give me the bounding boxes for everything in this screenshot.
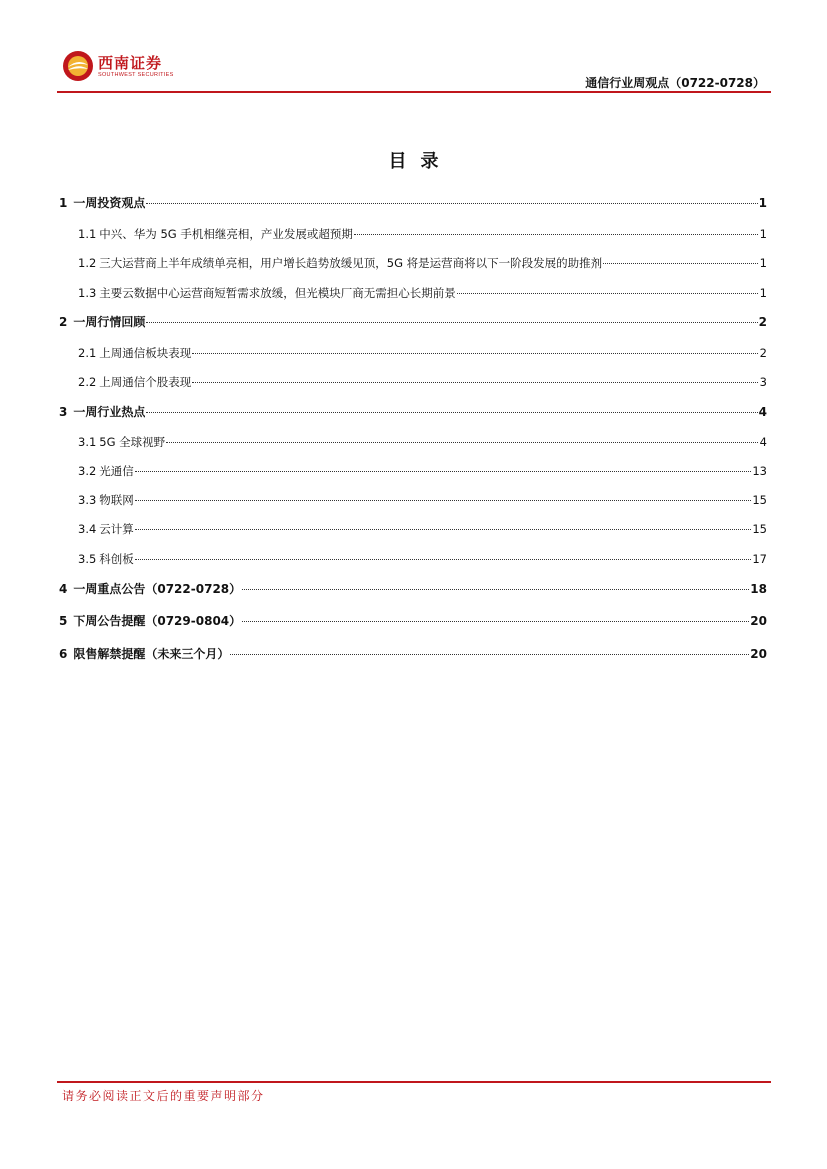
toc-entry-number: 1.2 — [78, 256, 97, 270]
toc-entry-title: 一周重点公告（0722-0728） — [73, 582, 242, 596]
toc-entry[interactable] — [78, 491, 767, 509]
toc-dot-leader — [457, 293, 758, 294]
toc-entry-number: 3.4 — [78, 522, 97, 536]
logo-chinese-name: 西南证券 — [98, 54, 163, 72]
toc-entry-title: 三大运营商上半年成绩单亮相，用户增长趋势放缓见顶，5G 将是运营商将以下一阶段发展的助推剂 — [99, 256, 603, 270]
toc-dot-leader — [354, 234, 758, 235]
toc-entry-page-number: 13 — [752, 464, 767, 478]
toc-entry[interactable] — [78, 254, 767, 272]
toc-dot-leader — [135, 529, 752, 530]
toc-entry-number: 1.1 — [78, 227, 97, 241]
toc-entry-number: 6 — [59, 647, 68, 661]
header-divider — [57, 91, 771, 93]
report-title: 通信行业周观点（0722-0728） — [585, 76, 765, 90]
toc-entry-number: 2.2 — [78, 375, 97, 389]
toc-entry[interactable] — [78, 550, 767, 568]
toc-entry-page-number: 4 — [758, 405, 767, 419]
toc-entry-page-number: 2 — [759, 346, 767, 360]
toc-entry[interactable] — [78, 433, 767, 451]
toc-entry-page-number: 3 — [759, 375, 767, 389]
toc-entry-title: 主要云数据中心运营商短暂需求放缓，但光模块厂商无需担心长期前景 — [99, 286, 456, 300]
toc-entry[interactable] — [59, 645, 767, 663]
toc-entry-title: 下周公告提醒（0729-0804） — [73, 614, 242, 628]
toc-dot-leader — [166, 442, 758, 443]
toc-entry[interactable] — [78, 520, 767, 538]
toc-entry-page-number: 15 — [752, 493, 767, 507]
toc-entry[interactable] — [59, 403, 767, 421]
toc-dot-leader — [135, 500, 752, 501]
toc-entry-number: 1.3 — [78, 286, 97, 300]
toc-entry-title: 一周行业热点 — [73, 405, 146, 419]
toc-entry[interactable] — [59, 313, 767, 331]
toc-entry-title: 上周通信个股表现 — [99, 375, 192, 389]
toc-entry[interactable] — [78, 225, 767, 243]
toc-dot-leader — [192, 353, 758, 354]
toc-entry[interactable] — [59, 194, 767, 212]
toc-entry[interactable] — [78, 284, 767, 302]
toc-entry-number: 3.5 — [78, 552, 97, 566]
toc-dot-leader — [192, 382, 758, 383]
toc-entry-title: 光通信 — [99, 464, 134, 478]
toc-entry-page-number: 1 — [759, 256, 767, 270]
toc-entry-title: 中兴、华为 5G 手机相继亮相，产业发展或超预期 — [99, 227, 353, 241]
toc-dot-leader — [146, 412, 757, 413]
toc-entry-number: 2 — [59, 315, 68, 329]
toc-entry-page-number: 18 — [750, 582, 767, 596]
toc-entry-number: 5 — [59, 614, 68, 628]
toc-dot-leader — [242, 589, 749, 590]
footer-disclaimer: 请务必阅读正文后的重要声明部分 — [62, 1089, 265, 1103]
toc-entry-page-number: 1 — [759, 227, 767, 241]
toc-entry-number: 3.3 — [78, 493, 97, 507]
toc-dot-leader — [135, 471, 752, 472]
toc-entry-title: 一周投资观点 — [73, 196, 146, 210]
toc-dot-leader — [135, 559, 752, 560]
toc-entry-title: 上周通信板块表现 — [99, 346, 192, 360]
toc-dot-leader — [230, 654, 749, 655]
toc-entry-title: 5G 全球视野 — [99, 435, 166, 449]
toc-entry-title: 一周行情回顾 — [73, 315, 146, 329]
toc-entry-title: 限售解禁提醒（未来三个月） — [73, 647, 230, 661]
toc-entry-page-number: 1 — [758, 196, 767, 210]
toc-entry[interactable] — [78, 373, 767, 391]
toc-entry-number: 3.1 — [78, 435, 97, 449]
toc-entry-title: 云计算 — [99, 522, 134, 536]
toc-entry-title: 科创板 — [99, 552, 134, 566]
toc-entry[interactable] — [78, 462, 767, 480]
toc-entry-number: 2.1 — [78, 346, 97, 360]
toc-dot-leader — [242, 621, 749, 622]
toc-entry-page-number: 4 — [759, 435, 767, 449]
toc-entry-number: 3.2 — [78, 464, 97, 478]
toc-entry-number: 1 — [59, 196, 68, 210]
toc-dot-leader — [146, 203, 757, 204]
toc-heading: 目录 — [388, 151, 453, 172]
toc-entry-title: 物联网 — [99, 493, 134, 507]
toc-entry-page-number: 20 — [750, 614, 767, 628]
southwest-securities-logo-icon — [62, 50, 94, 82]
toc-entry[interactable] — [59, 580, 767, 598]
toc-entry-page-number: 20 — [750, 647, 767, 661]
footer-divider — [57, 1081, 771, 1083]
toc-dot-leader — [146, 322, 757, 323]
toc-entry[interactable] — [59, 612, 767, 630]
toc-entry-page-number: 17 — [752, 552, 767, 566]
toc-entry-page-number: 2 — [758, 315, 767, 329]
logo-english-name: SOUTHWEST SECURITIES — [98, 72, 174, 78]
toc-entry-page-number: 15 — [752, 522, 767, 536]
toc-entry-page-number: 1 — [759, 286, 767, 300]
toc-entry-number: 3 — [59, 405, 68, 419]
toc-entry[interactable] — [78, 344, 767, 362]
toc-entry-number: 4 — [59, 582, 68, 596]
company-logo — [62, 50, 172, 84]
toc-dot-leader — [603, 263, 758, 264]
